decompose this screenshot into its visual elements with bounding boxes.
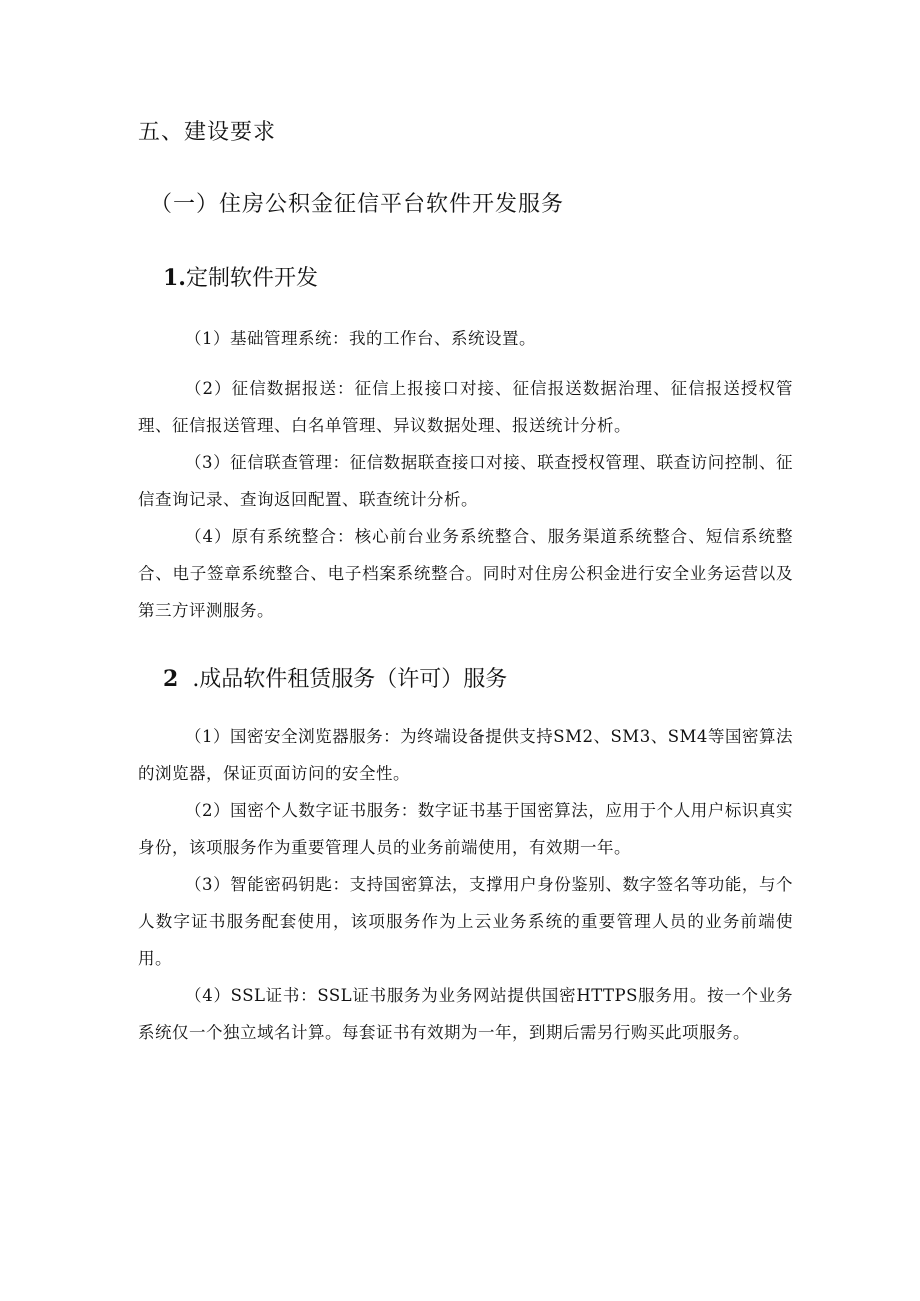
subsection-title: （一）住房公积金征信平台软件开发服务 — [150, 192, 565, 217]
heading-number: 2 — [163, 666, 179, 692]
heading-number: 1. — [163, 265, 186, 291]
paragraph-item: （4）原有系统整合：核心前台业务系统整合、服务渠道系统整合、短信系统整合、电子签章系统整合、电子档案系统整合。同时对住房公积金进行安全业务运营以及第三方评测服务。 — [138, 527, 793, 620]
section-title: 五、建设要求 — [138, 120, 277, 145]
paragraph-item: （1）国密安全浏览器服务：为终端设备提供支持SM2、SM3、SM4等国密算法的浏览器，保证页面访问的安全性。 — [138, 727, 793, 783]
heading-text: .成品软件租赁服务（许可）服务 — [192, 667, 508, 692]
paragraph-item: （1）基础管理系统：我的工作台、系统设置。 — [185, 329, 536, 348]
paragraph-item: （2）国密个人数字证书服务：数字证书基于国密算法，应用于个人用户标识真实身份，该项服务作为重要管理人员的业务前端使用，有效期一年。 — [138, 801, 793, 857]
heading-text: 定制软件开发 — [185, 266, 318, 291]
heading-custom-software — [163, 261, 318, 292]
paragraph-item: （3）征信联查管理：征信数据联查接口对接、联查授权管理、联查访问控制、征信查询记录、查询返回配置、联查统计分析。 — [138, 453, 793, 509]
paragraph-item: （2）征信数据报送：征信上报接口对接、征信报送数据治理、征信报送授权管理、征信报送管理、白名单管理、异议数据处理、报送统计分析。 — [138, 379, 793, 435]
heading-software-rental — [163, 662, 507, 693]
paragraph-item: （4）SSL证书：SSL证书服务为业务网站提供国密HTTPS服务用。按一个业务系统仅一个独立域名计算。每套证书有效期为一年，到期后需另行购买此项服务。 — [138, 986, 793, 1042]
paragraph-item: （3）智能密码钥匙：支持国密算法，支撑用户身份鉴别、数字签名等功能，与个人数字证书服务配套使用，该项服务作为上云业务系统的重要管理人员的业务前端使用。 — [138, 875, 793, 968]
